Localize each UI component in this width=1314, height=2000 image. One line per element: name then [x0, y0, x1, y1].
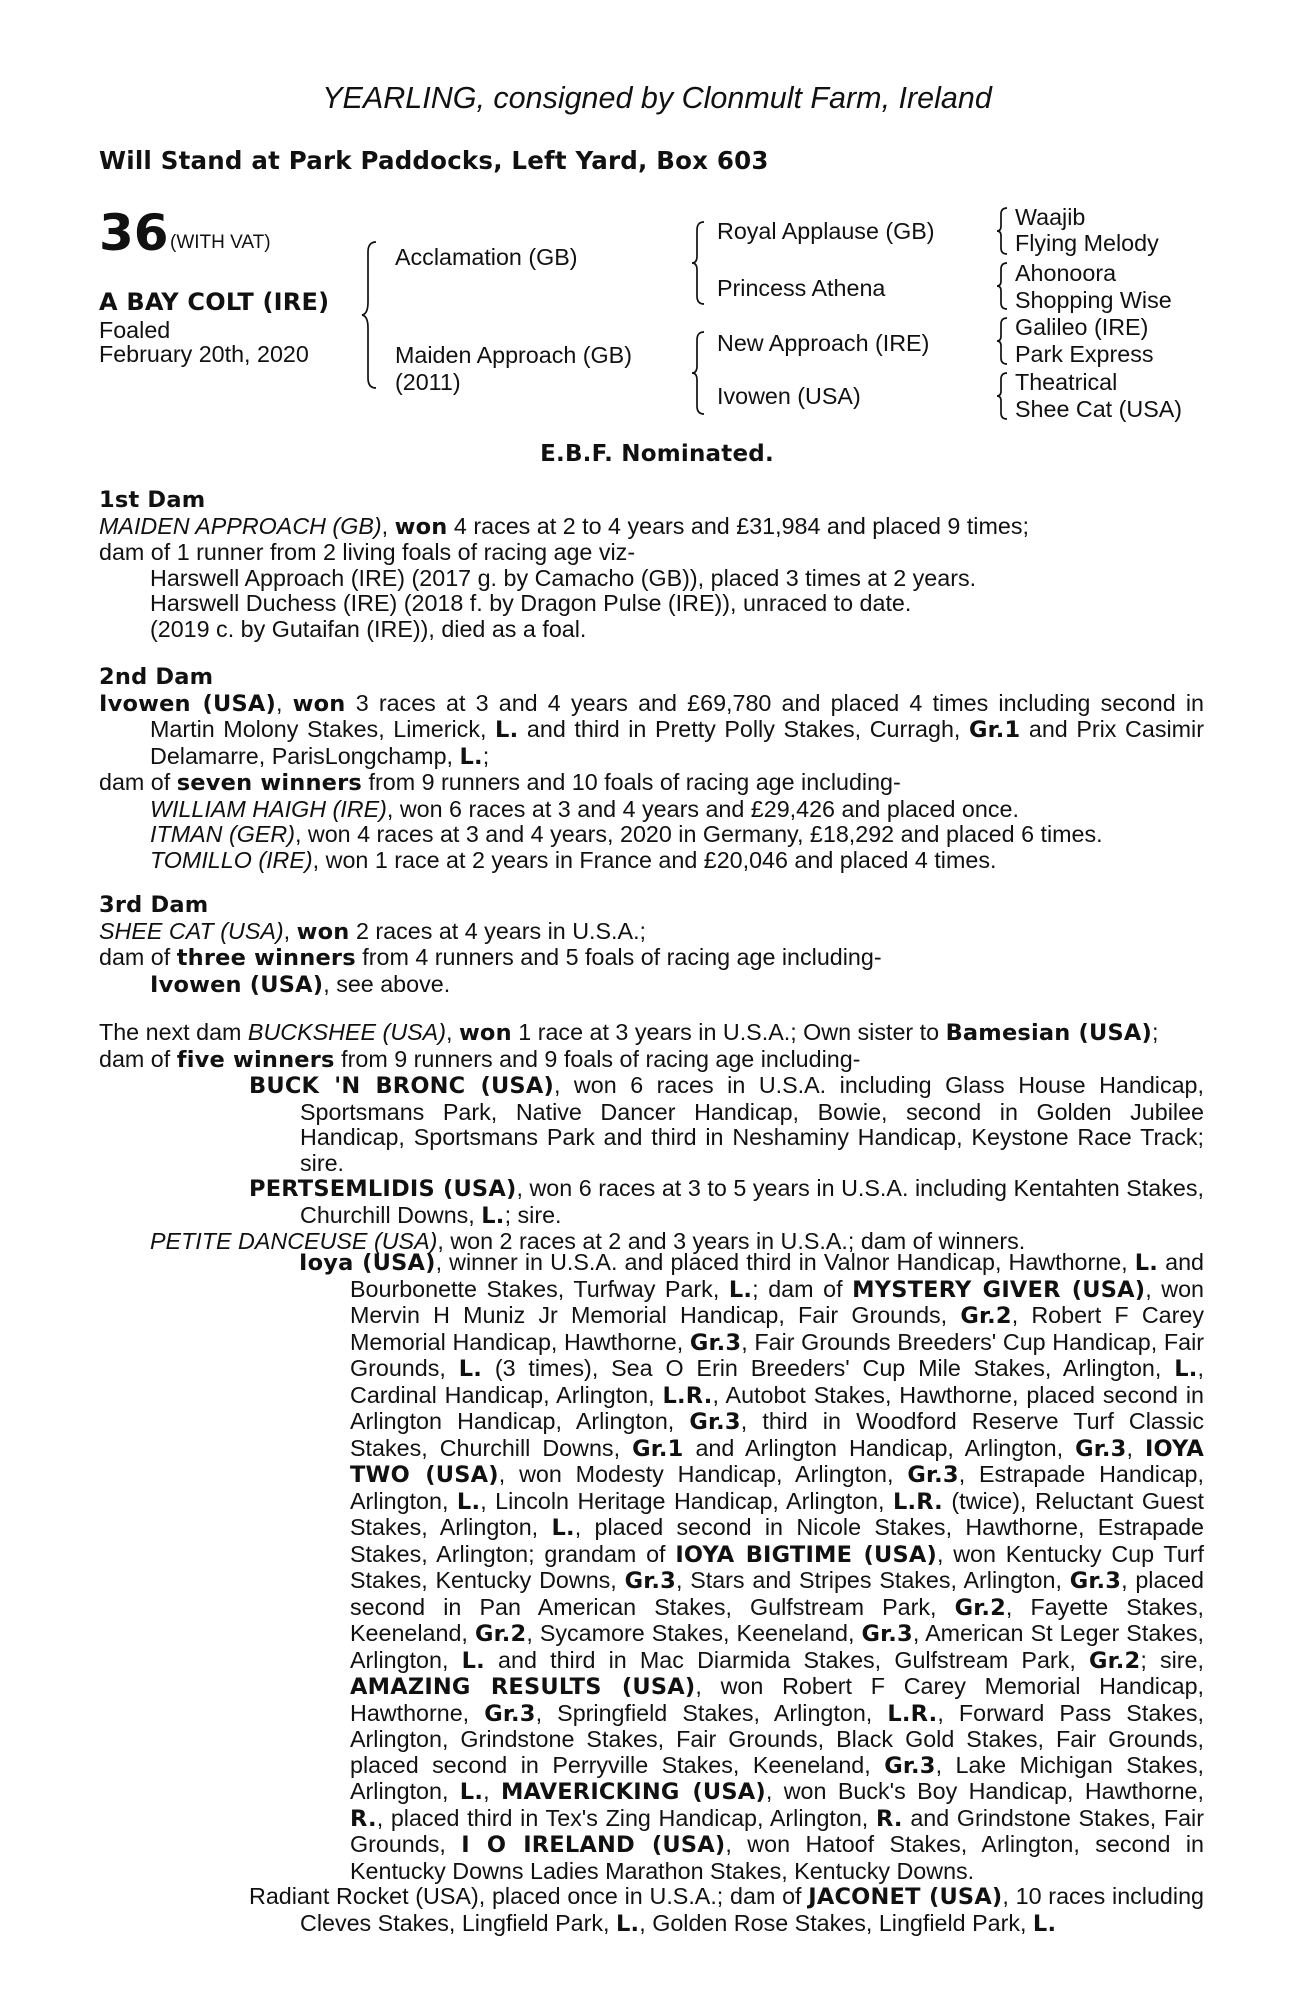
foal-name: PERTSEMLIDIS (USA) [249, 1176, 517, 1202]
lot-title: A BAY COLT (IRE) [99, 288, 330, 316]
second-dam-name: Ivowen (USA) [99, 690, 276, 717]
pedigree-brace-g3 [995, 316, 1009, 366]
foal-entry [99, 848, 1204, 874]
dam-of-label: dam of [99, 944, 177, 970]
third-dam-produce [99, 945, 1204, 972]
pedigree-brace-g4 [995, 371, 1009, 421]
pedigree-g7: Theatrical [1015, 369, 1118, 395]
foal-entry [99, 972, 1204, 999]
pedigree-brace-g2 [995, 261, 1009, 311]
first-dam-heading: 1st Dam [99, 487, 206, 513]
foal-name: JACONET (USA) [808, 1884, 1003, 1910]
foal-entry: Ioya (USA), winner in U.S.A. and placed third in Valnor Handicap, Hawthorne, L. and Bourbonette Stakes, Turfway Park, L.; dam of MYSTERY GIVER (USA), won Mervin H Muniz Jr Memorial Handicap, Fair Grounds, Gr.2, Robert F Carey Memorial Handicap, Hawthorne, Gr.3, Fair Grounds Breeders' Cup Handicap, Fair Grounds, L. (3 times), Sea O Erin Breeders' Cup Mile Stakes, Arlington, L., Cardinal Handicap, Arlington, L.R., Autobot Stakes, Hawthorne, placed second in Arlington Handicap, Arlington, Gr.3, third in Woodford Reserve Turf Classic Stakes, Churchill Downs, Gr.1 and Arlington Handicap, Arlington, Gr.3, IOYA TWO (USA), won Modesty Handicap, Arlington, Gr.3, Estrapade Handicap, Arlington, L., Lincoln Heritage Handicap, Arlington, L.R. (twice), Reluctant Guest Stakes, Arlington, L., placed second in Nicole Stakes, Hawthorne, Estrapade Stakes, Arlington; grandam of IOYA BIGTIME (USA), won Kentucky Cup Turf Stakes, Kentucky Downs, Gr.3, Stars and Stripes Stakes, Arlington, Gr.3, placed second in Pan American Stakes, Gulfstream Park, Gr.2, Fayette Stakes, Keeneland, Gr.2, Sycamore Stakes, Keeneland, Gr.3, American St Leger Stakes, Arlington, L. and third in Mac Diarmida Stakes, Gulfstream Park, Gr.2; sire, AMAZING RESULTS (USA), won Robert F Carey Memorial Handicap, Hawthorne, Gr.3, Springfield Stakes, Arlington, L.R., Forward Pass Stakes, Arlington, Grindstone Stakes, Fair Grounds, Black Gold Stakes, Fair Grounds, placed second in Perryville Stakes, Keeneland, Gr.3, Lake Michigan Stakes, Arlington, L., MAVERICKING (USA), won Buck's Boy Handicap, Hawthorne, R., placed third in Tex's Zing Handicap, Arlington, R. and Grindstone Stakes, Fair Grounds, I O IRELAND (USA), won Hatoof Stakes, Arlington, second in Kentucky Downs Ladies Marathon Stakes, Kentucky Downs. [299, 1249, 1205, 1884]
foal-name: ITMAN (GER) [150, 821, 295, 847]
pedigree-dam-sire: New Approach (IRE) [717, 330, 930, 356]
winners-count: five winners [176, 1046, 335, 1073]
foal-text: ; sire. [504, 1201, 562, 1228]
pedigree-brace-g1 [995, 206, 1009, 256]
foal-name: BUCK 'N BRONC (USA) [249, 1073, 554, 1099]
first-dam-record: MAIDEN APPROACH (GB), won 4 races at 2 to 4 years and £31,984 and placed 9 times; [99, 512, 1029, 540]
foal-text: , see above. [323, 970, 451, 997]
pedigree-g3: Ahonoora [1015, 260, 1117, 286]
foal-text: , won 6 races at 3 to 5 years in U.S.A. including Kentahten Stakes, Churchill Downs, [300, 1175, 1204, 1228]
next-dam-intro: The next dam [99, 1019, 248, 1045]
first-dam-record-text: 4 races at 2 to 4 years and £31,984 and placed 9 times; [447, 512, 1029, 539]
foal-name: Ivowen (USA) [150, 971, 324, 998]
foal-entry: Harswell Approach (IRE) (2017 g. by Camacho (GB)), placed 3 times at 2 years. [150, 564, 977, 591]
foal-entry: (2019 c. by Gutaifan (IRE)), died as a foal. [150, 615, 587, 642]
next-dam-name: BUCKSHEE (USA) [247, 1019, 446, 1045]
vat-note: (WITH VAT) [170, 232, 271, 253]
third-dam-heading: 3rd Dam [99, 892, 209, 918]
group-mark: Gr.1 [968, 717, 1021, 743]
second-dam-record-text: and Prix Casimir Delamarre, ParisLongchamp, [150, 716, 1204, 769]
pedigree-sire-sire: Royal Applause (GB) [717, 218, 935, 244]
foal-text: , won 6 races in U.S.A. including Glass House Handicap, Sportsmans Park, Native Dancer Handicap, Bowie, second in Golden Jubilee Handicap, Sportsmans Park and third in Neshaminy Handicap, Keystone Race Track; sire. [300, 1072, 1204, 1176]
won-label: won [458, 1020, 512, 1046]
second-dam-record: Ivowen (USA), won 3 races at 3 and 4 years and £69,780 and placed 4 times including second in Martin Molony Stakes, Limerick, L. and third in Pretty Polly Stakes, Curragh, Gr.1 and Prix Casimir Delamarre, ParisLongchamp, L.; [99, 689, 1205, 770]
foal-entry [99, 1884, 1204, 1937]
next-dam-record: The next dam BUCKSHEE (USA), won 1 race at 3 years in U.S.A.; Own sister to Bamesian (USA); [99, 1019, 1159, 1046]
next-dam-section [99, 1020, 1204, 1255]
listed-mark: L. [1032, 1910, 1057, 1937]
listed-mark: L. [495, 717, 519, 743]
winners-count: three winners [176, 945, 356, 971]
first-dam-name: MAIDEN APPROACH (GB) [99, 512, 382, 539]
pedigree-g5: Galileo (IRE) [1015, 314, 1149, 340]
won-label: won [296, 918, 350, 945]
third-dam-section [99, 893, 1204, 998]
lot-number: 36 [99, 204, 169, 262]
listed-mark: L. [481, 1202, 505, 1229]
consignor-line: YEARLING, consigned by Clonmult Farm, Ireland [322, 81, 992, 115]
pedigree-g2: Flying Melody [1015, 230, 1159, 256]
stand-location: Will Stand at Park Paddocks, Left Yard, Box 603 [99, 146, 769, 175]
foal-entry [99, 1176, 1204, 1229]
ioya-section [99, 1250, 1204, 1937]
foal-entry [99, 797, 1204, 823]
pedigree-brace-main [360, 240, 380, 390]
foal-text: Radiant Rocket (USA), placed once in U.S.A.; dam of [249, 1883, 809, 1909]
foal-entry [99, 1073, 1204, 1176]
foal-text: , won 6 races at 3 and 4 years and £29,426 and placed once. [386, 795, 1019, 822]
listed-mark: L. [459, 743, 483, 770]
pedigree-sire-dam: Princess Athena [717, 275, 886, 301]
pedigree-sire: Acclamation (GB) [395, 244, 578, 270]
pedigree-g8: Shee Cat (USA) [1015, 396, 1183, 422]
foal-text: , 10 races including Cleves Stakes, Lingfield Park, [300, 1883, 1204, 1936]
pedigree-brace-sire [690, 220, 708, 306]
produce-text: from 9 runners and 10 foals of racing age including- [362, 769, 901, 795]
first-dam-produce: dam of 1 runner from 2 living foals of racing age viz- [99, 539, 636, 565]
third-dam-name: SHEE CAT (USA) [99, 917, 284, 944]
produce-text: from 9 runners and 9 foals of racing age including- [334, 1045, 861, 1072]
dam-of-label: dam of [99, 1045, 177, 1072]
winners-count: seven winners [176, 770, 363, 796]
foal-entry: Harswell Duchess (IRE) (2018 f. by Dragon Pulse (IRE)), unraced to date. [150, 590, 912, 616]
third-dam-record: SHEE CAT (USA), won 2 races at 4 years in U.S.A.; [99, 917, 647, 945]
pedigree-brace-dam [690, 330, 708, 416]
pedigree-g1: Waajib [1015, 204, 1086, 230]
foal-name: PETITE DANCEUSE (USA) [150, 1228, 438, 1254]
second-dam-record-text: ; [482, 742, 490, 769]
second-dam-heading: 2nd Dam [99, 664, 214, 690]
listed-mark: L. [615, 1910, 640, 1937]
second-dam-section [99, 665, 1204, 873]
dam-of-label: dam of [99, 769, 177, 795]
second-dam-record-text: and third in Pretty Polly Stakes, Curragh, [518, 716, 969, 742]
next-dam-record-text: 1 race at 3 years in U.S.A.; Own sister to [511, 1019, 946, 1045]
foal-text: , Golden Rose Stakes, Lingfield Park, [639, 1909, 1033, 1936]
foal-name: WILLIAM HAIGH (IRE) [150, 795, 387, 822]
punctuation: ; [1152, 1019, 1159, 1045]
third-dam-record-text: 2 races at 4 years in U.S.A.; [349, 917, 647, 944]
next-dam-produce [99, 1047, 1204, 1074]
ebf-nomination: E.B.F. Nominated. [540, 441, 774, 467]
produce-text: from 4 runners and 5 foals of racing age including- [355, 944, 882, 970]
pedigree-dam-dam: Ivowen (USA) [717, 383, 861, 409]
second-dam-produce [99, 770, 1204, 797]
foal-text: , won 1 race at 2 years in France and £20,046 and placed 4 times. [312, 846, 997, 873]
won-label: won [292, 690, 346, 717]
foaled-date: February 20th, 2020 [99, 341, 309, 367]
pedigree-dam-year: (2011) [395, 369, 461, 395]
foaled-label: Foaled [99, 317, 171, 343]
won-label: won [394, 513, 448, 540]
first-dam-section [99, 488, 1204, 642]
foal-name: TOMILLO (IRE) [150, 846, 313, 873]
second-dam-record-text: 3 races at 3 and 4 years and £69,780 and placed 4 times including second in Martin Molony Stakes, Limerick, [150, 689, 1205, 742]
foal-entry [99, 822, 1204, 848]
pedigree-g6: Park Express [1015, 341, 1154, 367]
foal-text: , won 4 races at 3 and 4 years, 2020 in Germany, £18,292 and placed 6 times. [294, 821, 1103, 847]
pedigree-dam: Maiden Approach (GB) [395, 342, 632, 368]
pedigree-g4: Shopping Wise [1015, 287, 1172, 313]
own-sister-name: Bamesian (USA) [945, 1020, 1152, 1046]
foal-text: , won 2 races at 2 and 3 years in U.S.A.; dam of winners. [437, 1228, 1026, 1254]
